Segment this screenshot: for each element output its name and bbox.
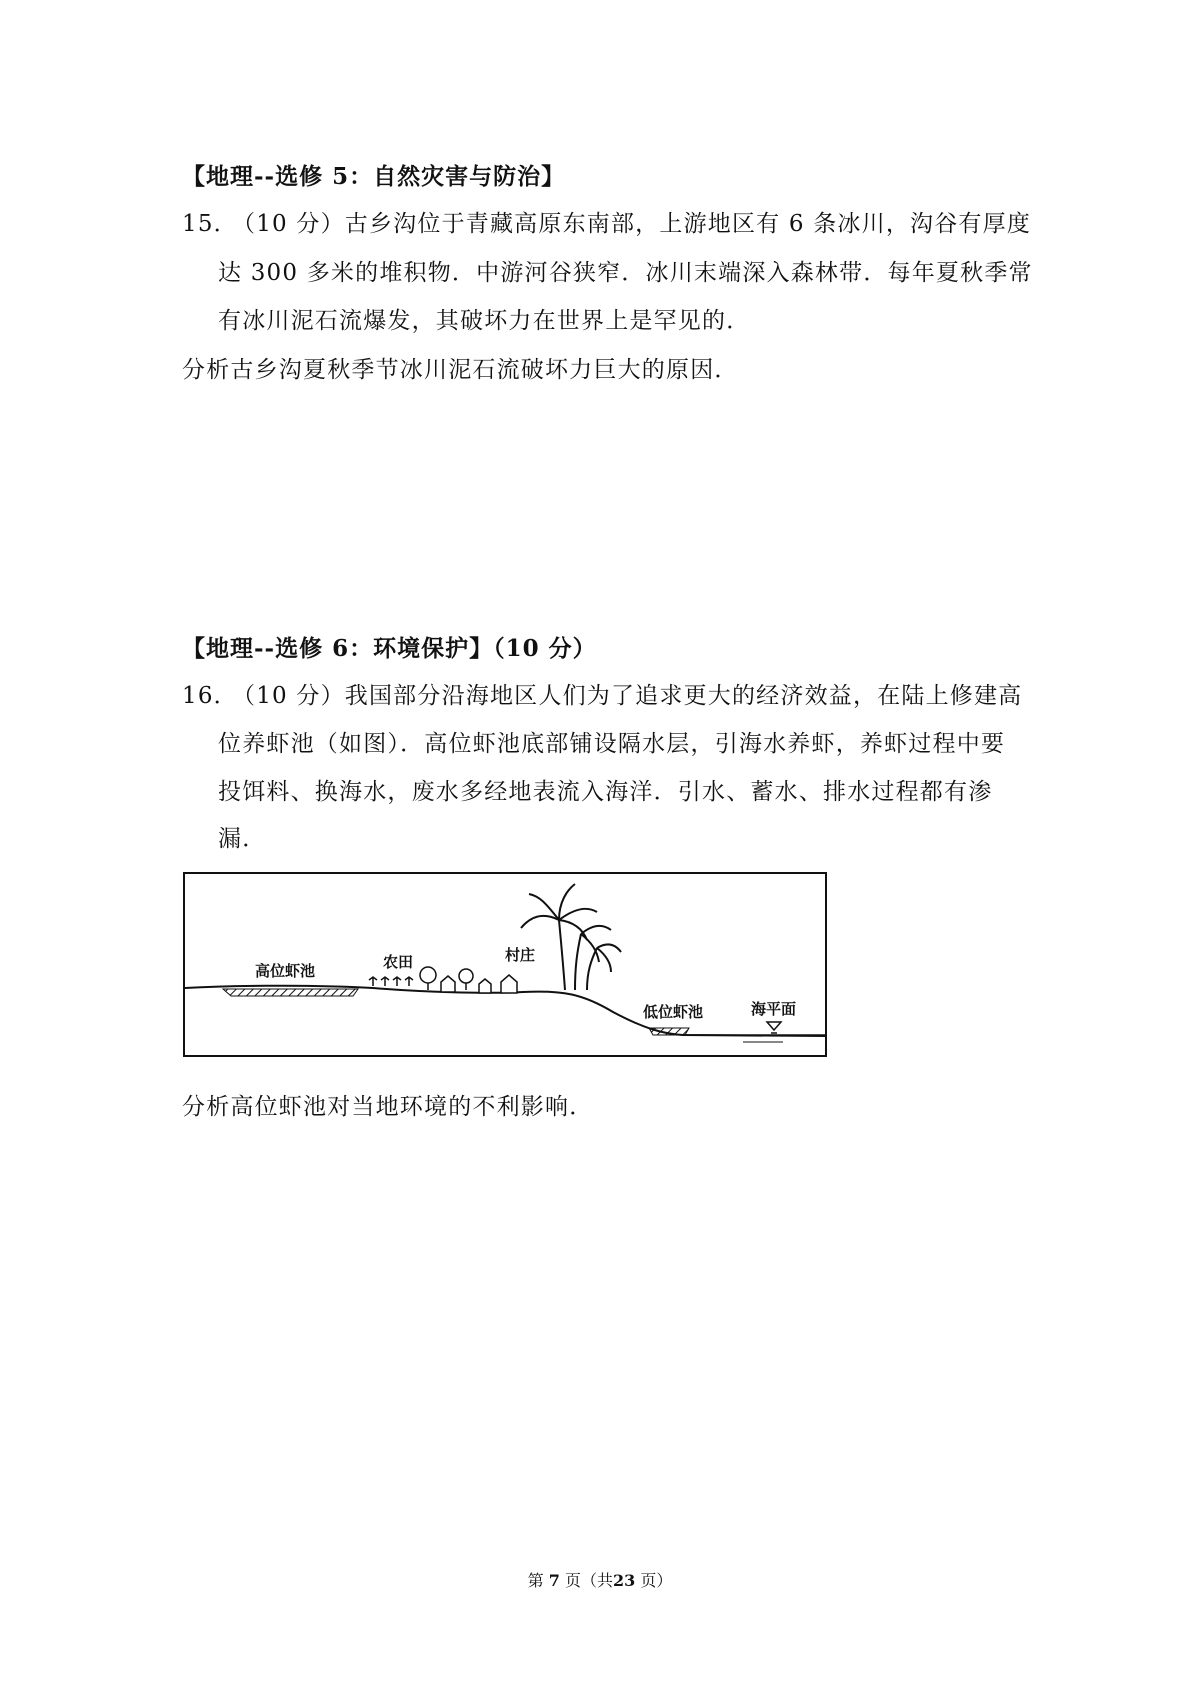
label-low-pond: 低位虾池 [643,1003,704,1021]
q15-line-2: 达 300 多米的堆积物．中游河谷狭窄．冰川末端深入森林带．每年夏秋季常 [218,260,1033,286]
label-high-pond: 高位虾池 [255,962,316,980]
label-sea-level: 海平面 [751,1000,797,1018]
shrimp-pond-diagram [183,872,827,1057]
q16-line-1: 16．（10 分）我国部分沿海地区人们为了追求更大的经济效益，在陆上修建高 [182,677,1022,710]
label-village: 村庄 [505,946,536,964]
current-page: 7 [548,1571,560,1590]
page-footer: 第 7 页（共23 页） [527,1571,673,1590]
q15-line-3: 有冰川泥石流爆发，其破坏力在世界上是罕见的． [218,308,751,334]
high-pond-shape [223,989,358,996]
q16-line-2: 位养虾池（如图）．高位虾池底部铺设隔水层，引海水养虾，养虾过程中要 [218,731,1006,757]
total-pages: 23 [612,1571,636,1590]
q16-line-3: 投饵料、换海水，废水多经地表流入海洋．引水、蓄水、排水过程都有渗 [218,779,993,805]
q16-number: 16． [182,683,238,709]
label-farmland: 农田 [383,953,414,971]
q15-prompt: 分析古乡沟夏秋季节冰川泥石流破坏力巨大的原因． [182,357,739,383]
section6-heading: 【地理--选修 6：环境保护】（10 分） [182,635,597,662]
low-pond-shape [649,1028,689,1035]
q16-prompt: 分析高位虾池对当地环境的不利影响． [182,1094,594,1120]
q16-line-4: 漏． [218,826,267,852]
q15-line-1: 15．（10 分）古乡沟位于青藏高原东南部，上游地区有 6 条冰川，沟谷有厚度 [182,205,1031,238]
section5-heading: 【地理--选修 5：自然灾害与防治】 [182,163,566,190]
q15-number: 15． [182,211,238,237]
